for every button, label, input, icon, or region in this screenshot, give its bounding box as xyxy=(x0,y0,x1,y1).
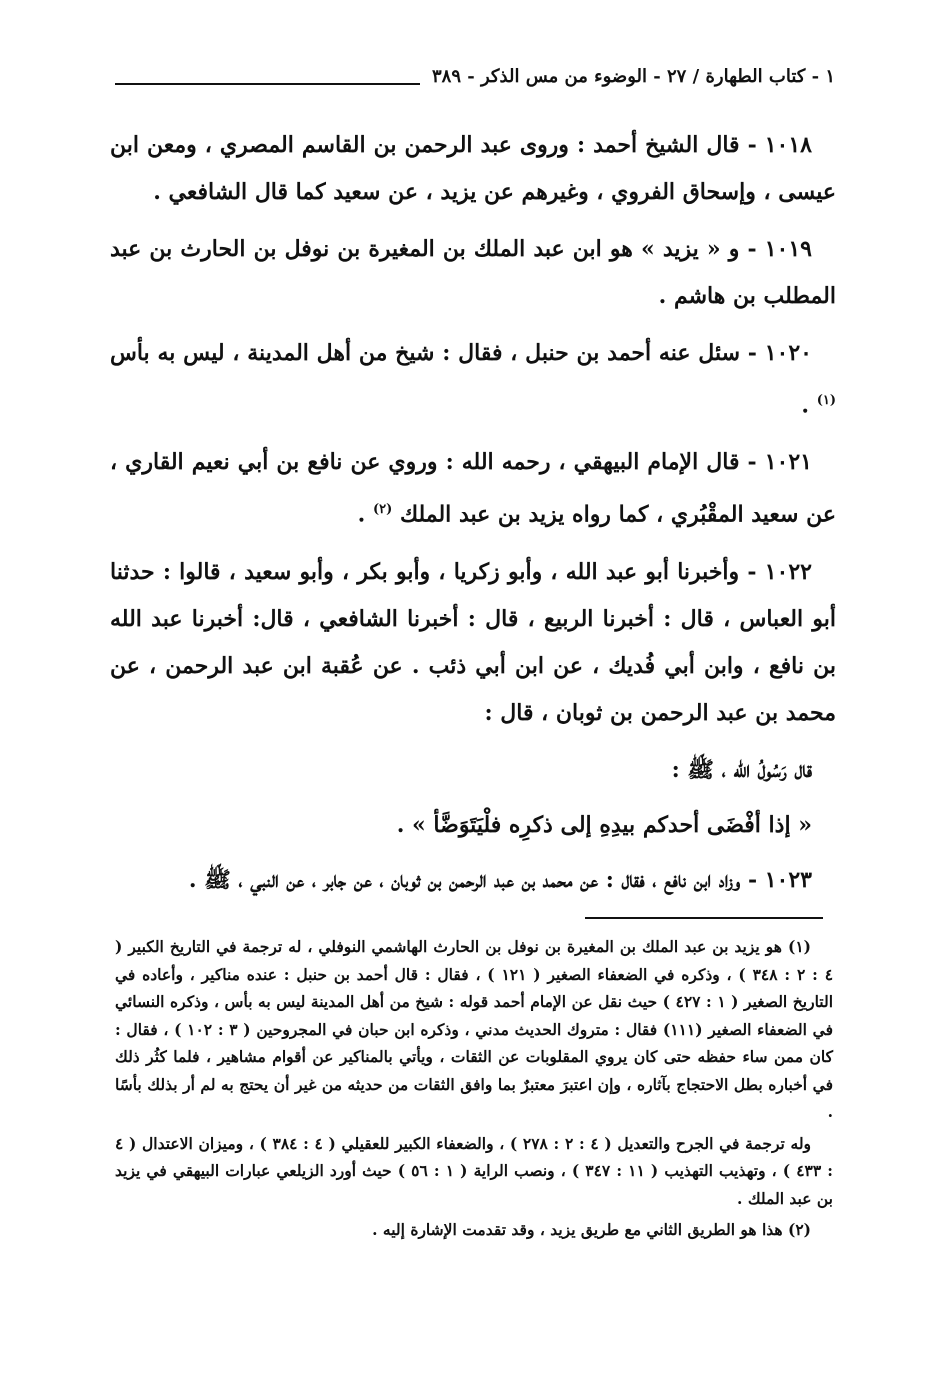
footnote-ref-2[interactable]: (٢) xyxy=(372,502,393,518)
footnote-1-continued: وله ترجمة في الجرح والتعديل ( ٤ : ٢ : ٢٧٨ ) ، والضعفاء الكبير للعقيلي ( ٤ : ٣٨٤ ) ، وميزان الاعتدال ( ٤ : ٤٣٣ ) ، وتهذيب التهذيب ( ١١ : ٣٤٧ ) ، ونصب الراية ( ١ : ٥٦ ) حيث أورد الزيلعي عبارات البيهقي في يزيد بن عبد الملك . xyxy=(115,1133,834,1208)
footnote-separator xyxy=(585,917,823,919)
hadith-text: « إذا أفْضَى أحدكم بيدِهِ إلى ذكرِه فلْيَتَوَضَّأ » . xyxy=(396,811,812,838)
footnote-ref-1[interactable]: (١) xyxy=(816,393,836,408)
footnotes xyxy=(115,933,833,1248)
hadith-intro: قال رَسُولُ الله ، ﷺ : xyxy=(671,756,812,783)
paragraph-1020: ١٠٢٠ - سئل عنه أحمد بن حنبل ، فقال : شيخ من أهل المدينة ، ليس به بأس $^{(١)}$ . xyxy=(110,340,836,419)
paragraph-1018: ١٠١٨ - قال الشيخ أحمد : وروى عبد الرحمن بن القاسم المصري ، ومعن ابن عيسى ، وإسحاق الفروي ، وغيرهم عن يزيد ، عن سعيد كما قال الشافعي . xyxy=(110,132,836,205)
header-rule xyxy=(115,83,420,85)
running-header xyxy=(115,66,835,87)
running-title: ١ - كتاب الطهارة / ٢٧ - الوضوء من مس الذكر - ٣٨٩ xyxy=(431,66,835,87)
paragraph-1022: ١٠٢٢ - وأخبرنا أبو عبد الله ، وأبو زكريا ، وأبو بكر ، وأبو سعيد ، قالوا : حدثنا أبو العباس ، قال : أخبرنا الربيع ، قال : أخبرنا الشافعي ، قال: أخبرنا عبد الله بن نافع ، وابن أبي فُديك ، عن ابن أبي ذئب . عن عُقبة ابن عبد الرحمن ، عن محمد بن عبد الرحمن بن ثوبان ، قال : xyxy=(110,558,837,726)
paragraph-1019: ١٠١٩ - و « يزيد » هو ابن عبد الملك بن المغيرة بن نوفل بن الحارث بن عبد المطلب بن هاشم . xyxy=(110,236,836,309)
paragraph-1021: ١٠٢١ - قال الإمام البيهقي ، رحمه الله : وروي عن نافع بن أبي نعيم القاري ، عن سعيد المقْبُري ، كما رواه يزيد بن عبد الملك $^{(٢)}$ . xyxy=(110,449,836,528)
paragraph-1021-text: ١٠٢١ - قال الإمام البيهقي ، رحمه الله : وروي عن نافع بن أبي نعيم القاري ، عن سعيد المقْبُري ، كما رواه يزيد بن عبد الملك xyxy=(110,449,836,528)
footnote-1: (١) هو يزيد بن عبد الملك بن المغيرة بن نوفل بن الحارث الهاشمي النوفلي ، له ترجمة في التاريخ الكبير ( ٤ : ٢ : ٣٤٨ ) ، وذكره في الضعفاء الصغير ( ١٢١ ) ، فقال : قال أحمد بن حنبل : عنده مناكير ، وأعاده في التاريخ الصغير ( ١ : ٤٢٧ ) حيث نقل عن الإمام أحمد قوله : شيخ من أهل المدينة ليس به بأس ، وذكره النسائي في الضعفاء الصغير (١١١) فقال : متروك الحديث مدني ، وذكره ابن حبان في المجروحين ( ٣ : ١٠٢ ) ، فقال : كان ممن ساء حفظه حتى كان يروي المقلوبات عن الثقات ، ويأتي بالمناكير عن أقوام مشاهير ، فلما كثُر ذلك في أخباره بطل الاحتجاج بآثاره ، وإن اعتبرَ معتبرٌ بما وافق الثقات من حديثه من غير أن يحتج به لم أر بذلك بأسًا . xyxy=(115,937,834,1121)
paragraph-1020-text: ١٠٢٠ - سئل عنه أحمد بن حنبل ، فقال : شيخ من أهل المدينة ، ليس به بأس xyxy=(110,340,812,366)
main-text xyxy=(110,122,836,914)
paragraph-1023: ١٠٢٣ - وزاد ابن نافع ، فقال : عن محمد بن عبد الرحمن بن ثوبان ، عن جابر ، عن النبي ، ﷺ . xyxy=(188,866,812,893)
footnote-2: (٢) هذا هو الطريق الثاني مع طريق يزيد ، وقد تقدمت الإشارة إليه . xyxy=(372,1220,811,1239)
